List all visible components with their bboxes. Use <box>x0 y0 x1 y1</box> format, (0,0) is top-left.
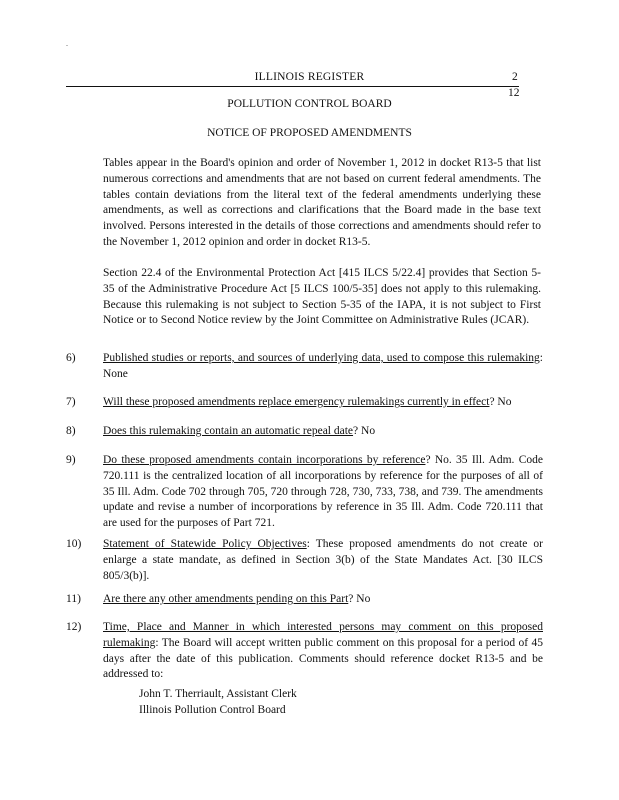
item-heading: Will these proposed amendments replace emergency rulemakings currently in effect <box>103 396 490 408</box>
item-text: ? No <box>348 593 371 605</box>
item-number: 10) <box>66 538 82 550</box>
item-number: 8) <box>66 425 76 437</box>
item-heading: Published studies or reports, and sources of underlying data, used to compose this rulemaking <box>103 352 540 364</box>
address-line-1: John T. Therriault, Assistant Clerk <box>139 688 297 700</box>
item-7 <box>103 395 543 411</box>
item-12 <box>103 620 543 683</box>
item-heading: Are there any other amendments pending on this Part <box>103 593 349 605</box>
register-title: ILLINOIS REGISTER <box>254 71 365 83</box>
item-heading: Statement of Statewide Policy Objectives <box>103 538 307 550</box>
item-heading: Does this rulemaking contain an automatic repeal date <box>103 425 354 437</box>
item-text: : These proposed amendments do not create or enlarge a state mandate, as defined in Section 3(b) of the State Mandates Act. [30 ILCS 805/3(b)]. <box>103 538 543 582</box>
item-heading: Do these proposed amendments contain incorporations by reference <box>103 454 426 466</box>
item-number: 11) <box>66 593 81 605</box>
item-text: ? No <box>353 425 376 437</box>
issue-number: 12 <box>508 87 520 99</box>
item-text: : None <box>103 352 543 380</box>
item-number: 6) <box>66 352 76 364</box>
item-heading: Time, Place and Manner in which interested persons may comment on this proposed rulemaking <box>103 621 543 649</box>
address-line-2: Illinois Pollution Control Board <box>139 704 286 716</box>
header-rule <box>66 86 519 87</box>
item-text: ? No <box>489 396 512 408</box>
item-6 <box>103 351 543 383</box>
item-number: 7) <box>66 396 76 408</box>
item-number: 9) <box>66 454 76 466</box>
board-name: POLLUTION CONTROL BOARD <box>227 98 392 110</box>
notice-title: NOTICE OF PROPOSED AMENDMENTS <box>207 127 412 139</box>
item-9 <box>103 453 543 532</box>
intro-paragraph-2: Section 22.4 of the Environmental Protection Act [415 ILCS 5/22.4] provides that Section 5-35 of the Administrative Procedure Act [5 ILCS 100/5-35] does not apply to this rulemaking. Because this rulemaking is not subject to Section 5-35 of the IAPA, it is not subject to First Notice or to Second Notice review by the Joint Committee on Administrative Rules (JCAR). <box>103 267 541 327</box>
item-text: ? No. 35 Ill. Adm. Code 720.111 is the centralized location of all incorporations by reference for the purposes of all of 35 Ill. Adm. Code 702 through 705, 720 through 728, 730, 733, 738, and 739. The amendments update and revise a number of incorporations by reference in 35 Ill. Adm. Code 720.111 that are used for the purposes of Part 721. <box>103 454 543 530</box>
item-11 <box>103 592 543 608</box>
item-10 <box>103 537 543 584</box>
stray-mark: . <box>66 39 68 48</box>
item-number: 12) <box>66 621 82 633</box>
page-number: 2 <box>512 71 518 83</box>
item-text: : The Board will accept written public comment on this proposal for a period of 45 days after the date of this publication. Comments should reference docket R13-5 and be addressed to: <box>103 636 543 681</box>
item-8 <box>103 424 543 440</box>
intro-paragraph-1: Tables appear in the Board's opinion and order of November 1, 2012 in docket R13-5 that list numerous corrections and amendments that are not based on current federal amendments. The tables contain deviations from the literal text of the federal amendments underlying these amendments, as well as corrections and clarifications that the Board made in the base text involved. Persons interested in the details of those corrections and amendments should refer to the November 1, 2012 opinion and order in docket R13-5. <box>103 157 541 248</box>
